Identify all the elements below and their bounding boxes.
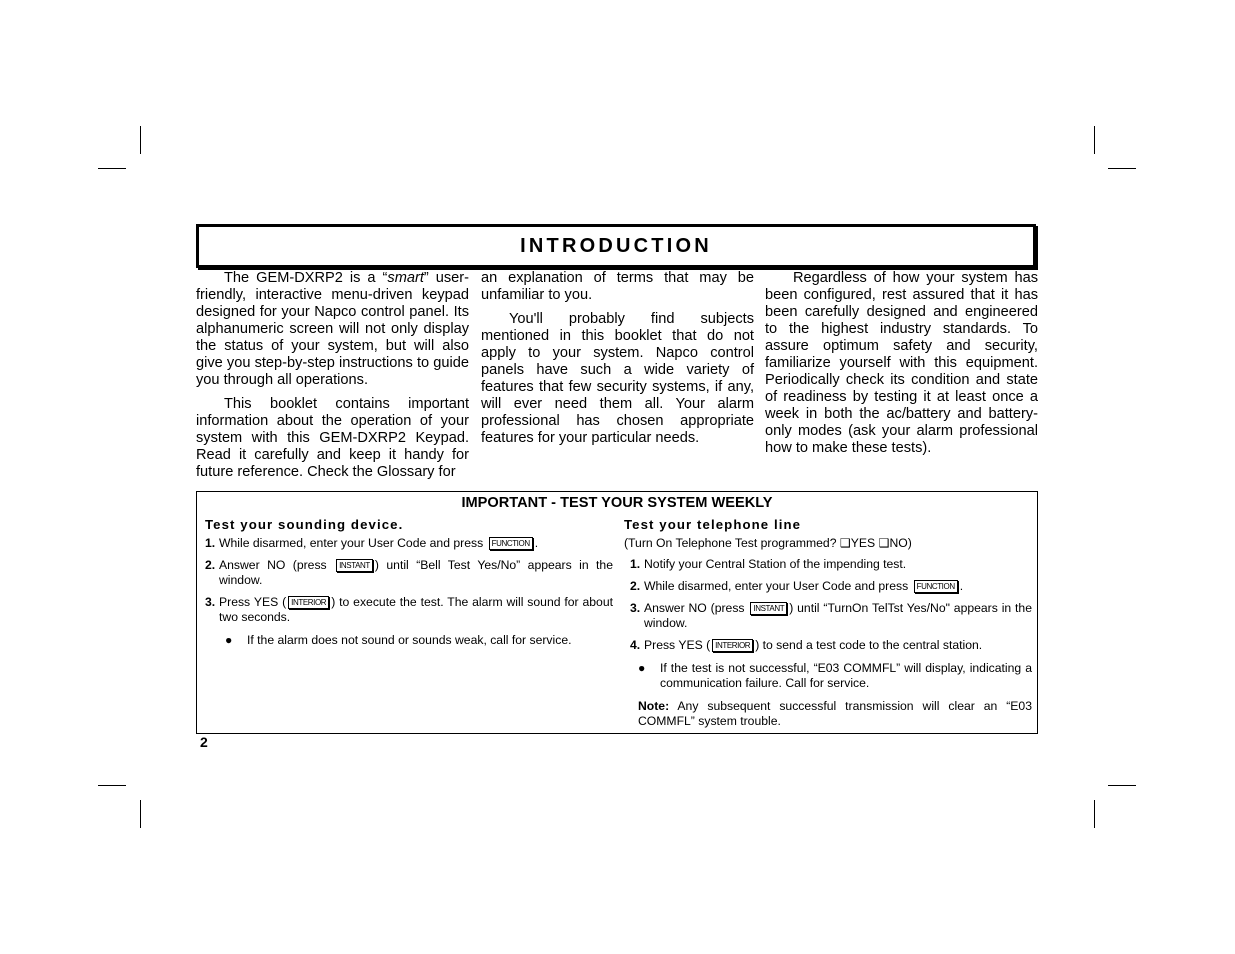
crop-mark	[140, 126, 141, 154]
step-item: 2. Answer NO (press INSTANT ) until “Bell Test Yes/No” appears in the window.	[205, 558, 613, 587]
intro-paragraph: an explanation of terms that may be unfamiliar to you.	[481, 270, 754, 303]
bullet-icon: ●	[225, 633, 233, 647]
step-item: 1. While disarmed, enter your User Code and press FUNCTION .	[205, 536, 539, 550]
bullet-item: ● If the alarm does not sound or sounds weak, call for service.	[225, 633, 572, 647]
step-item: 2. While disarmed, enter your User Code and press FUNCTION .	[630, 579, 964, 593]
bullet-item: ● If the test is not successful, “E03 COMMFL” will display, indicating a communication failure. Call for service.	[638, 661, 1032, 690]
step-item: 4. Press YES ( INTERIOR ) to send a test code to the central station.	[630, 638, 983, 652]
note-text: Note: Any subsequent successful transmission will clear an “E03 COMMFL” system trouble.	[638, 699, 1032, 728]
crop-mark	[1108, 785, 1136, 786]
instant-key-icon: INSTANT	[336, 559, 373, 572]
crop-mark	[98, 168, 126, 169]
crop-mark	[98, 785, 126, 786]
sounding-device-section	[205, 517, 613, 656]
interior-key-icon: INTERIOR	[712, 639, 753, 652]
crop-mark	[1094, 800, 1095, 828]
step-item: 1. Notify your Central Station of the impending test.	[630, 557, 907, 571]
section-title-box	[196, 224, 1036, 268]
telephone-line-section	[624, 517, 1032, 729]
intro-column-3	[765, 270, 1038, 464]
intro-paragraph: You'll probably find subjects mentioned in this booklet that do not apply to your system. Napco control panels have such a wide variety of features that few security systems, if any, will ever need them all. Your alarm professional has chosen appropriate features for your particular needs.	[481, 311, 754, 446]
intro-paragraph: The GEM-DXRP2 is a “smart” user-friendly, interactive menu-driven keypad designed for your Napco control panel. Its alphanumeric screen will not only display the status of your system, but will also give you step-by-step instructions to guide you through all operations.	[196, 270, 469, 388]
intro-column-1	[196, 270, 469, 488]
intro-column-2	[481, 270, 754, 454]
telephone-test-subtitle: (Turn On Telephone Test programmed? ❑YES ❑NO)	[624, 536, 912, 550]
important-test-box	[196, 491, 1038, 734]
crop-mark	[1108, 168, 1136, 169]
sounding-device-title: Test your sounding device.	[205, 517, 404, 532]
important-title: IMPORTANT - TEST YOUR SYSTEM WEEKLY	[461, 495, 773, 511]
page-title: INTRODUCTION	[520, 234, 712, 257]
bullet-icon: ●	[638, 661, 646, 675]
page-number: 2	[200, 734, 208, 750]
crop-mark	[1094, 126, 1095, 154]
instant-key-icon: INSTANT	[750, 602, 787, 615]
intro-paragraph: This booklet contains important information about the operation of your system with this GEM-DXRP2 Keypad. Read it carefully and keep it handy for future reference. Check the Glossary for	[196, 396, 469, 480]
telephone-line-title: Test your telephone line	[624, 517, 802, 532]
function-key-icon: FUNCTION	[489, 537, 533, 550]
intro-paragraph: Regardless of how your system has been configured, rest assured that it has been carefully designed and engineered to the highest industry standards. To assure optimum safety and security, familiarize yourself with this equipment. Periodically check its condition and state of readiness by testing it at least once a week in both the ac/battery and battery-only modes (ask your alarm professional how to make these tests).	[765, 270, 1038, 456]
function-key-icon: FUNCTION	[914, 580, 958, 593]
crop-mark	[140, 800, 141, 828]
step-item: 3. Press YES ( INTERIOR ) to execute the test. The alarm will sound for about two seconds.	[205, 595, 613, 624]
interior-key-icon: INTERIOR	[288, 596, 329, 609]
step-item: 3. Answer NO (press INSTANT ) until “TurnOn TelTst Yes/No" appears in the window.	[630, 601, 1032, 630]
